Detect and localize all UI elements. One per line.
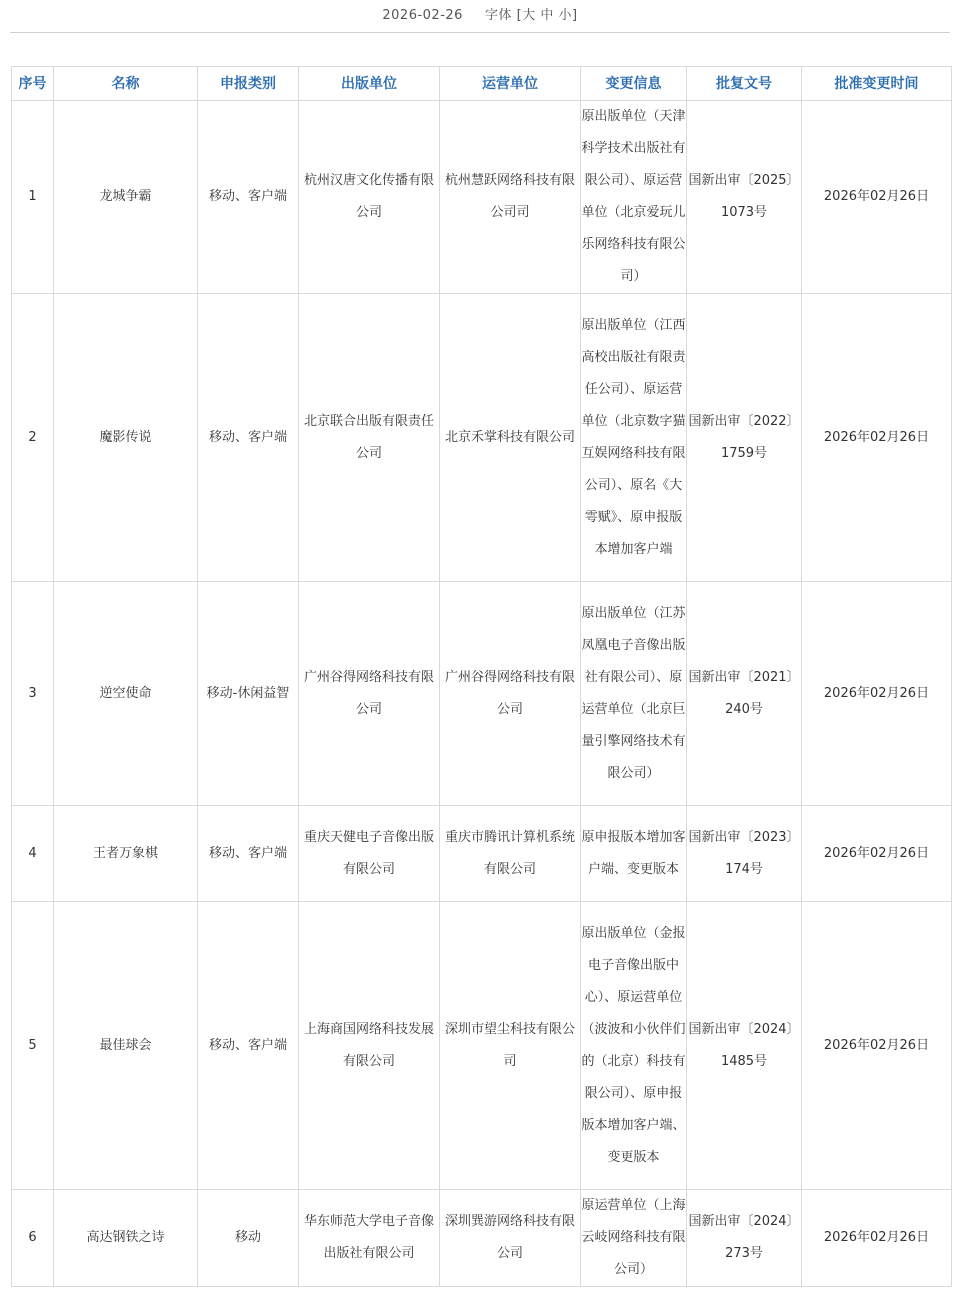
cell-serial: 1 xyxy=(12,101,54,294)
bracket-open: [ xyxy=(516,8,523,23)
cell-approval-number: 国新出审〔2024〕1485号 xyxy=(687,902,802,1190)
game-change-approval-table xyxy=(11,66,952,1287)
cell-change-info: 原运营单位（上海云岐网络科技有限公司） xyxy=(581,1190,687,1287)
cell-operator: 重庆市腾讯计算机系统有限公司 xyxy=(440,806,581,902)
cell-category: 移动 xyxy=(198,1190,299,1287)
header-approval-date: 批准变更时间 xyxy=(802,67,952,101)
cell-category: 移动、客户端 xyxy=(198,294,299,582)
header-approval-number: 批复文号 xyxy=(687,67,802,101)
cell-serial: 2 xyxy=(12,294,54,582)
cell-operator: 深圳市望尘科技有限公司 xyxy=(440,902,581,1190)
cell-name: 魔影传说 xyxy=(54,294,198,582)
cell-approval-date: 2026年02月26日 xyxy=(802,902,952,1190)
font-size-label: 字体 xyxy=(484,8,512,23)
publish-date: 2026-02-26 xyxy=(382,8,463,23)
cell-serial: 3 xyxy=(12,582,54,806)
cell-change-info: 原出版单位（天津科学技术出版社有限公司）、原运营单位（北京爱玩儿乐网络科技有限公司） xyxy=(581,101,687,294)
table-row xyxy=(12,294,952,582)
table-row xyxy=(12,101,952,294)
table-row xyxy=(12,902,952,1190)
cell-publisher: 华东师范大学电子音像出版社有限公司 xyxy=(299,1190,440,1287)
cell-operator: 广州谷得网络科技有限公司 xyxy=(440,582,581,806)
cell-category: 移动-休闲益智 xyxy=(198,582,299,806)
cell-category: 移动、客户端 xyxy=(198,806,299,902)
table-row xyxy=(12,806,952,902)
cell-change-info: 原申报版本增加客户端、变更版本 xyxy=(581,806,687,902)
cell-publisher: 杭州汉唐文化传播有限公司 xyxy=(299,101,440,294)
header-name: 名称 xyxy=(54,67,198,101)
cell-serial: 6 xyxy=(12,1190,54,1287)
cell-name: 龙城争霸 xyxy=(54,101,198,294)
cell-publisher: 广州谷得网络科技有限公司 xyxy=(299,582,440,806)
cell-approval-date: 2026年02月26日 xyxy=(802,1190,952,1287)
cell-publisher: 重庆天健电子音像出版有限公司 xyxy=(299,806,440,902)
header-category: 申报类别 xyxy=(198,67,299,101)
cell-name: 逆空使命 xyxy=(54,582,198,806)
cell-serial: 5 xyxy=(12,902,54,1190)
cell-change-info: 原出版单位（江西高校出版社有限责任公司）、原运营单位（北京数字猫互娱网络科技有限公司）、原名《大雩赋》、原申报版本增加客户端 xyxy=(581,294,687,582)
cell-operator: 杭州慧跃网络科技有限公司司 xyxy=(440,101,581,294)
header-serial: 序号 xyxy=(12,67,54,101)
cell-publisher: 北京联合出版有限责任公司 xyxy=(299,294,440,582)
cell-publisher: 上海商国网络科技发展有限公司 xyxy=(299,902,440,1190)
header-operator: 运营单位 xyxy=(440,67,581,101)
table-row xyxy=(12,1190,952,1287)
cell-category: 移动、客户端 xyxy=(198,902,299,1190)
cell-approval-number: 国新出审〔2024〕273号 xyxy=(687,1190,802,1287)
cell-approval-date: 2026年02月26日 xyxy=(802,806,952,902)
font-size-medium-button[interactable]: 中 xyxy=(540,8,554,23)
cell-approval-number: 国新出审〔2021〕240号 xyxy=(687,582,802,806)
cell-change-info: 原出版单位（江苏凤凰电子音像出版社有限公司）、原运营单位（北京巨量引擎网络技术有限公司） xyxy=(581,582,687,806)
header-change-info: 变更信息 xyxy=(581,67,687,101)
cell-approval-number: 国新出审〔2025〕1073号 xyxy=(687,101,802,294)
header-divider xyxy=(10,32,950,33)
cell-operator: 深圳巽游网络科技有限公司 xyxy=(440,1190,581,1287)
cell-category: 移动、客户端 xyxy=(198,101,299,294)
article-meta-bar xyxy=(0,0,960,32)
cell-approval-date: 2026年02月26日 xyxy=(802,294,952,582)
approval-table-container xyxy=(11,66,951,1287)
cell-name: 高达钢铁之诗 xyxy=(54,1190,198,1287)
cell-serial: 4 xyxy=(12,806,54,902)
cell-approval-date: 2026年02月26日 xyxy=(802,101,952,294)
font-size-large-button[interactable]: 大 xyxy=(522,8,536,23)
table-header-row xyxy=(12,67,952,101)
cell-approval-date: 2026年02月26日 xyxy=(802,582,952,806)
cell-name: 最佳球会 xyxy=(54,902,198,1190)
table-row xyxy=(12,582,952,806)
header-publisher: 出版单位 xyxy=(299,67,440,101)
cell-approval-number: 国新出审〔2023〕174号 xyxy=(687,806,802,902)
font-size-small-button[interactable]: 小 xyxy=(558,8,573,23)
cell-change-info: 原出版单位（金报电子音像出版中心）、原运营单位（波波和小伙伴们的（北京）科技有限公司）、原申报版本增加客户端、变更版本 xyxy=(581,902,687,1190)
cell-name: 王者万象棋 xyxy=(54,806,198,902)
cell-operator: 北京禾掌科技有限公司 xyxy=(440,294,581,582)
bracket-close: ] xyxy=(572,8,578,23)
cell-approval-number: 国新出审〔2022〕1759号 xyxy=(687,294,802,582)
